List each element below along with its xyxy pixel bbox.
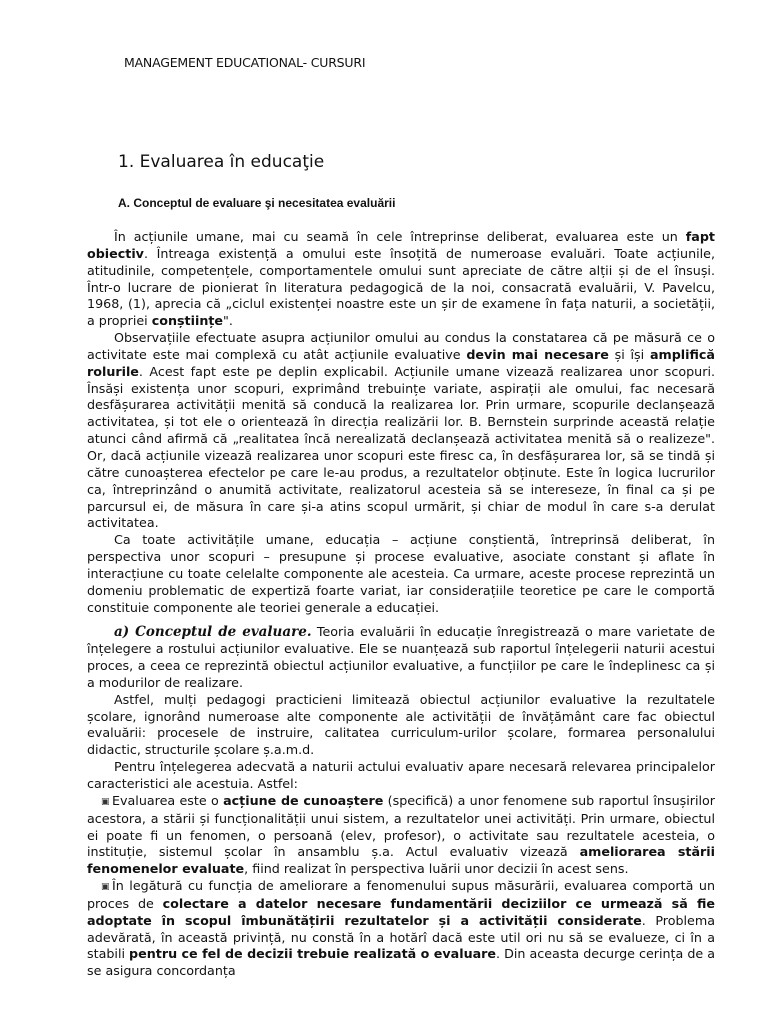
paragraph-3: Ca toate activitățile umane, educația – acțiune conștientă, întreprinsă deliberat, în perspectiva unor scopuri – presupune și procese evaluative, asociate constant și aflate în interacțiune cu toate celelalte componente ale acesteia. Ca urmare, aceste procese reprezintă un domeniu problematic de expertiză foarte variat, iar considerațiile teoretice pe care le comportă constituie componente ale teoriei generale a educației. [87, 532, 715, 615]
paragraph-1: În acțiunile umane, mai cu seamă în cele întreprinse deliberat, evaluarea este un fapt obiectiv. Întreaga existență a omului este însoțită de numeroase evaluări. Toate acțiunile, atitudinile, competențele, comportamentele omului sunt apreciate de către alții și de el însuși. Într-o lucrare de pionierat în literatura pedagogică de la noi, consacrată evaluării, V. Pavelcu, 1968, (1), aprecia că „ciclul existenței noastre este un șir de examene în fața naturii, a societății, a propriei conștiințe". [87, 229, 715, 329]
square-bullet-icon: ▣ [101, 796, 110, 807]
emphasis-devin-mai-necesare: devin mai necesare [466, 346, 609, 362]
paragraph-6: Pentru înțelegerea adecvată a naturii actului evaluativ apare necesară relevarea principalelor caracteristici ale acestuia. Astfel: [87, 759, 715, 791]
square-bullet-icon: ▣ [101, 882, 110, 893]
run-in-heading: a) Conceptul de evaluare. [114, 624, 312, 641]
body-text [87, 229, 715, 980]
emphasis-amplifica-rolurile: amplifică rolurile [87, 346, 715, 379]
paragraph-2: Observațiile efectuate asupra acțiunilor omului au condus la constatarea că pe măsură ce o activitate este mai complexă cu atât acțiunile evaluative devin mai necesare și își amplifică rolurile. Acest fapt este pe deplin explicabil. Acțiunile umane vizează realizarea unor scopuri. Însăși existența unor scopuri, exprimând trebuințe variate, aspirații ale omului, fac necesară desfășurarea activității menită să conducă la realizarea lor. Prin urmare, scopurile declanșează activitatea, și tot ele o orientează în direcția realizării lor. B. Bernstein surprinde această relație atunci când afirmă că „realitatea încă nerealizată declanșează activitatea menită să o realizeze". Or, dacă acțiunile vizează realizarea unor scopuri este firesc ca, în desfășurarea lor, să se tindă și către cunoașterea efectelor pe care le-au produs, a rezultatelor obținute. Este în logica lucrurilor ca, întreprinzând o anumită activitate, realizatorul acesteia să se intereseze, în final ca și pe parcursul ei, de măsura în care și-a atins scopul urmărit, și chiar de modul în care s-a derulat activitatea. [87, 330, 715, 531]
emphasis-pentru-ce-fel-de-decizii: pentru ce fel de decizii trebuie realizată o evaluare [129, 946, 497, 962]
running-header: MANAGEMENT EDUCATIONAL- CURSURI [124, 55, 366, 70]
emphasis-ameliorarea: ameliorarea stării fenomenelor evaluate [87, 844, 715, 877]
bullet-item-2: ▣ În legătură cu funcția de ameliorare a fenomenului supus măsurării, evaluarea comportă un proces de colectare a datelor necesare fundamentării deciziilor ce urmează să fie adoptate în scopul îmbunătățirii rezultatelor și a activității considerate. Problema adevărată, în această privință, nu constă în a hotărî dacă este util ori nu să se evalueze, ci în a stabili pentru ce fel de decizii trebuie realizată o evaluare. Din aceasta decurge cerința de a se asigura concordanța [87, 878, 715, 979]
subsection-title: A. Conceptul de evaluare şi necesitatea evaluării [118, 196, 396, 210]
emphasis-actiune-de-cunoastere: acțiune de cunoaștere [223, 792, 384, 808]
emphasis-colectare-a-datelor: colectare a datelor necesare fundamentării deciziilor ce urmează să fie adoptate în scopul îmbunătățirii rezultatelor și a activității considerate [87, 895, 715, 928]
bullet-item-1: ▣ Evaluarea este o acțiune de cunoaștere (specifică) a unor fenomene sub raportul însușirilor acestora, a stării și funcționalității unui sistem, a rezultatelor unei activități. Prin urmare, obiectul ei poate fi un fenomen, o persoană (elev, profesor), o activitate sau rezultatele acesteia, o instituție, sistemul școlar în ansamblu ș.a. Actul evaluativ vizează ameliorarea stării fenomenelor evaluate, fiind realizat în perspectiva luării unor decizii în acest sens. [87, 792, 715, 877]
paragraph-5: Astfel, mulți pedagogi practicieni limitează obiectul acțiunilor evaluative la rezultatele școlare, ignorând numeroase alte componente ale activității de învățământ care fac obiectul evaluării: procesele de instruire, calitatea curriculum-urilor școlare, formarea personalului didactic, structurile școlare ș.a.m.d. [87, 691, 715, 758]
section-title: 1. Evaluarea în educaţie [118, 152, 325, 172]
paragraph-4: a) Conceptul de evaluare. Teoria evaluării în educație înregistrează o mare varietate de înțelegere a rostului acțiunilor evaluative. Ele se nuanțează sub raportul înțelegerii naturii acestui proces, a ceea ce reprezintă obiectul acțiunilor evaluative, a funcțiilor pe care le îndeplinesc ca și a modurilor de realizare. [87, 624, 715, 690]
emphasis-fapt-obiectiv: fapt obiectiv [87, 229, 715, 261]
emphasis-constiinte: conștiințe [151, 313, 224, 329]
